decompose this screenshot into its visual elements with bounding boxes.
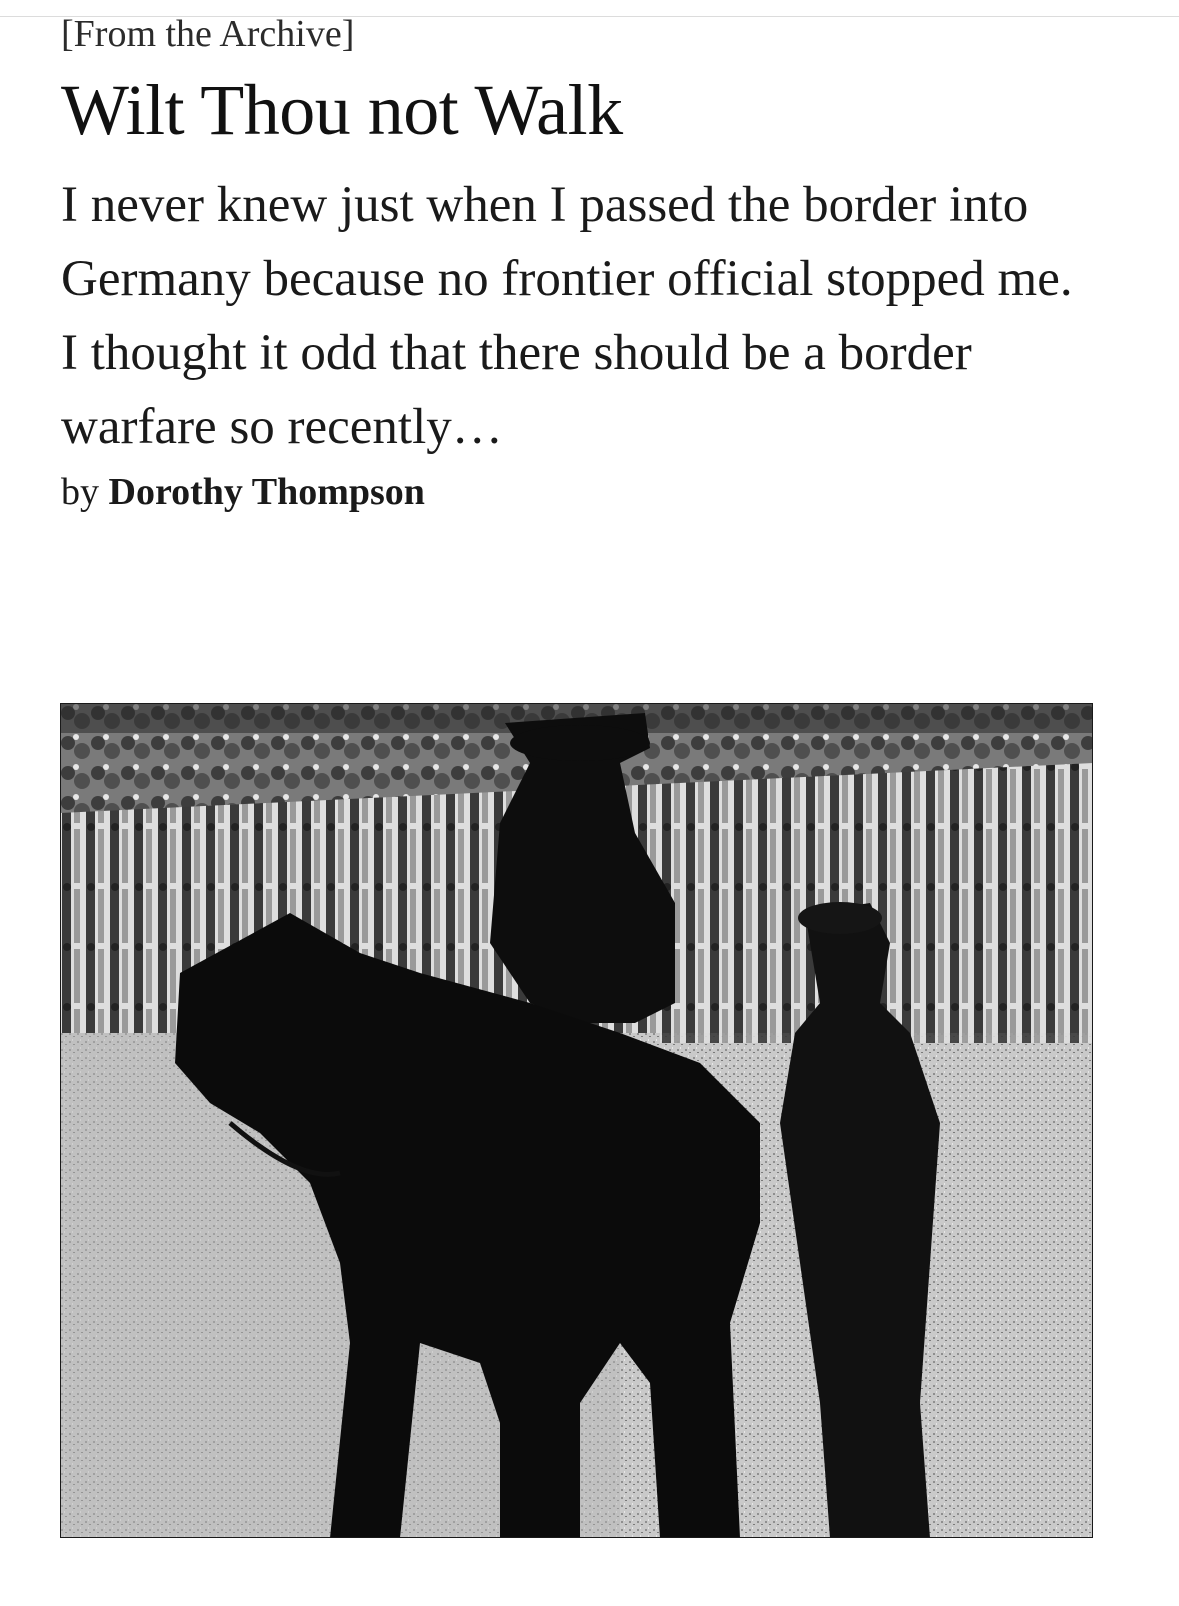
- byline-prefix: by: [61, 471, 99, 513]
- section-kicker: [From the Archive]: [61, 13, 355, 55]
- article-dek: I never knew just when I passed the border into Germany because no frontier official stopped me. I thought it odd that there should be a border warfare so recently…: [61, 177, 1073, 455]
- article-headline[interactable]: Wilt Thou not Walk: [61, 70, 623, 150]
- author-name[interactable]: Dorothy Thompson: [108, 471, 425, 513]
- article-photo: [60, 703, 1093, 1538]
- byline: [61, 468, 425, 516]
